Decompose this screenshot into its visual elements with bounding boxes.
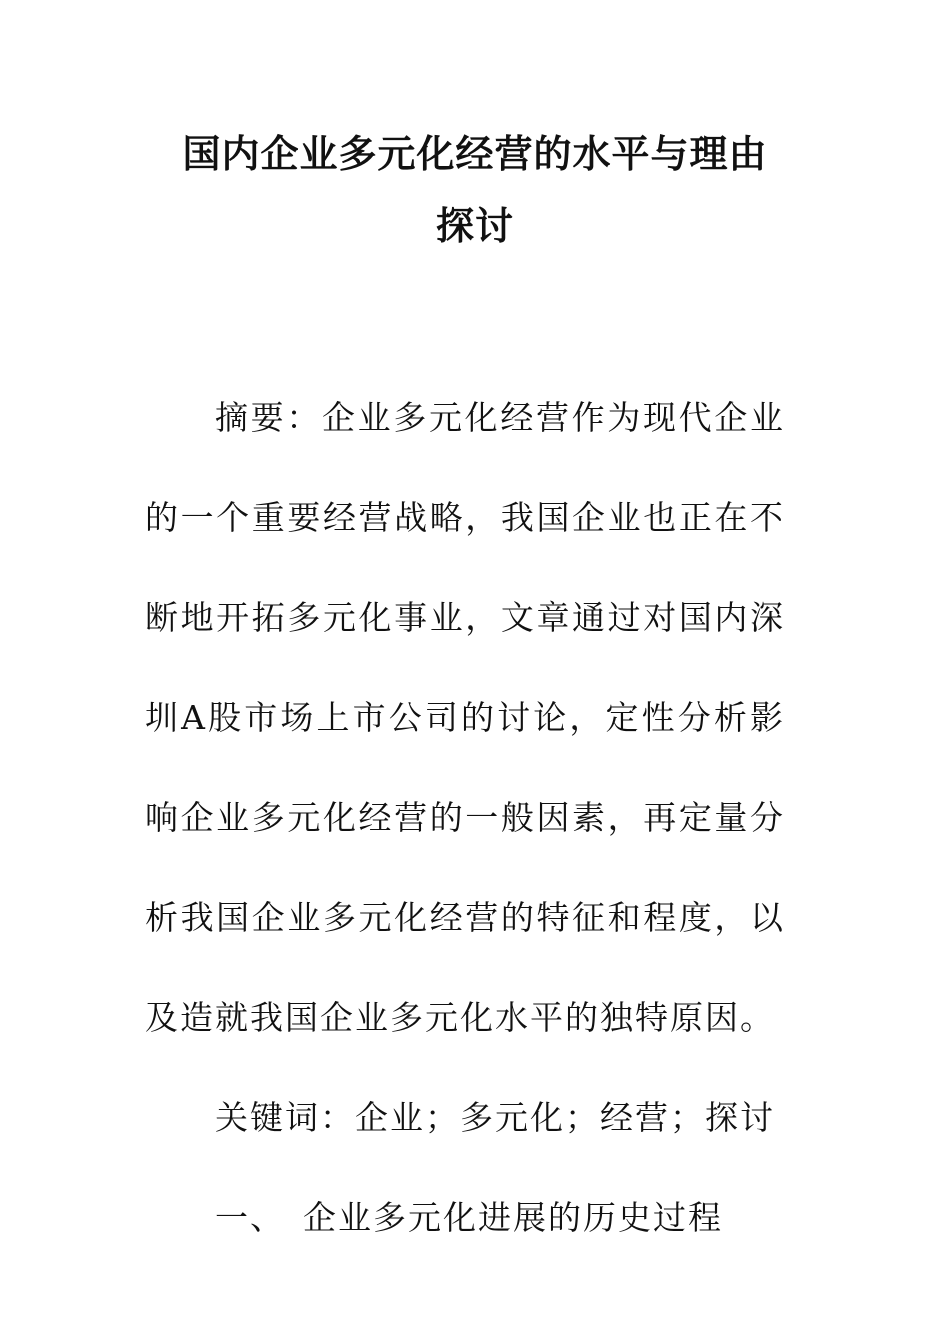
title-line-2: 探讨: [435, 204, 514, 248]
document-body: [145, 368, 785, 1268]
section-title: 企业多元化进展的历史过程: [303, 1198, 723, 1237]
keywords-paragraph: 关键词：企业；多元化；经营；探讨: [215, 1098, 775, 1137]
section-heading-1: [145, 1168, 785, 1268]
abstract-paragraph: 摘要：企业多元化经营作为现代企业的一个重要经营战略，我国企业也正在不断地开拓多元化事业，文章通过对国内深圳A股市场上市公司的讨论，定性分析影响企业多元化经营的一般因素，再定量分析我国企业多元化经营的特征和程度，以及造就我国企业多元化水平的独特原因。: [145, 398, 785, 1037]
title-line-1: 国内企业多元化经营的水平与理由: [182, 132, 768, 176]
document-title: [150, 118, 800, 262]
section-number: 一、: [215, 1198, 285, 1237]
